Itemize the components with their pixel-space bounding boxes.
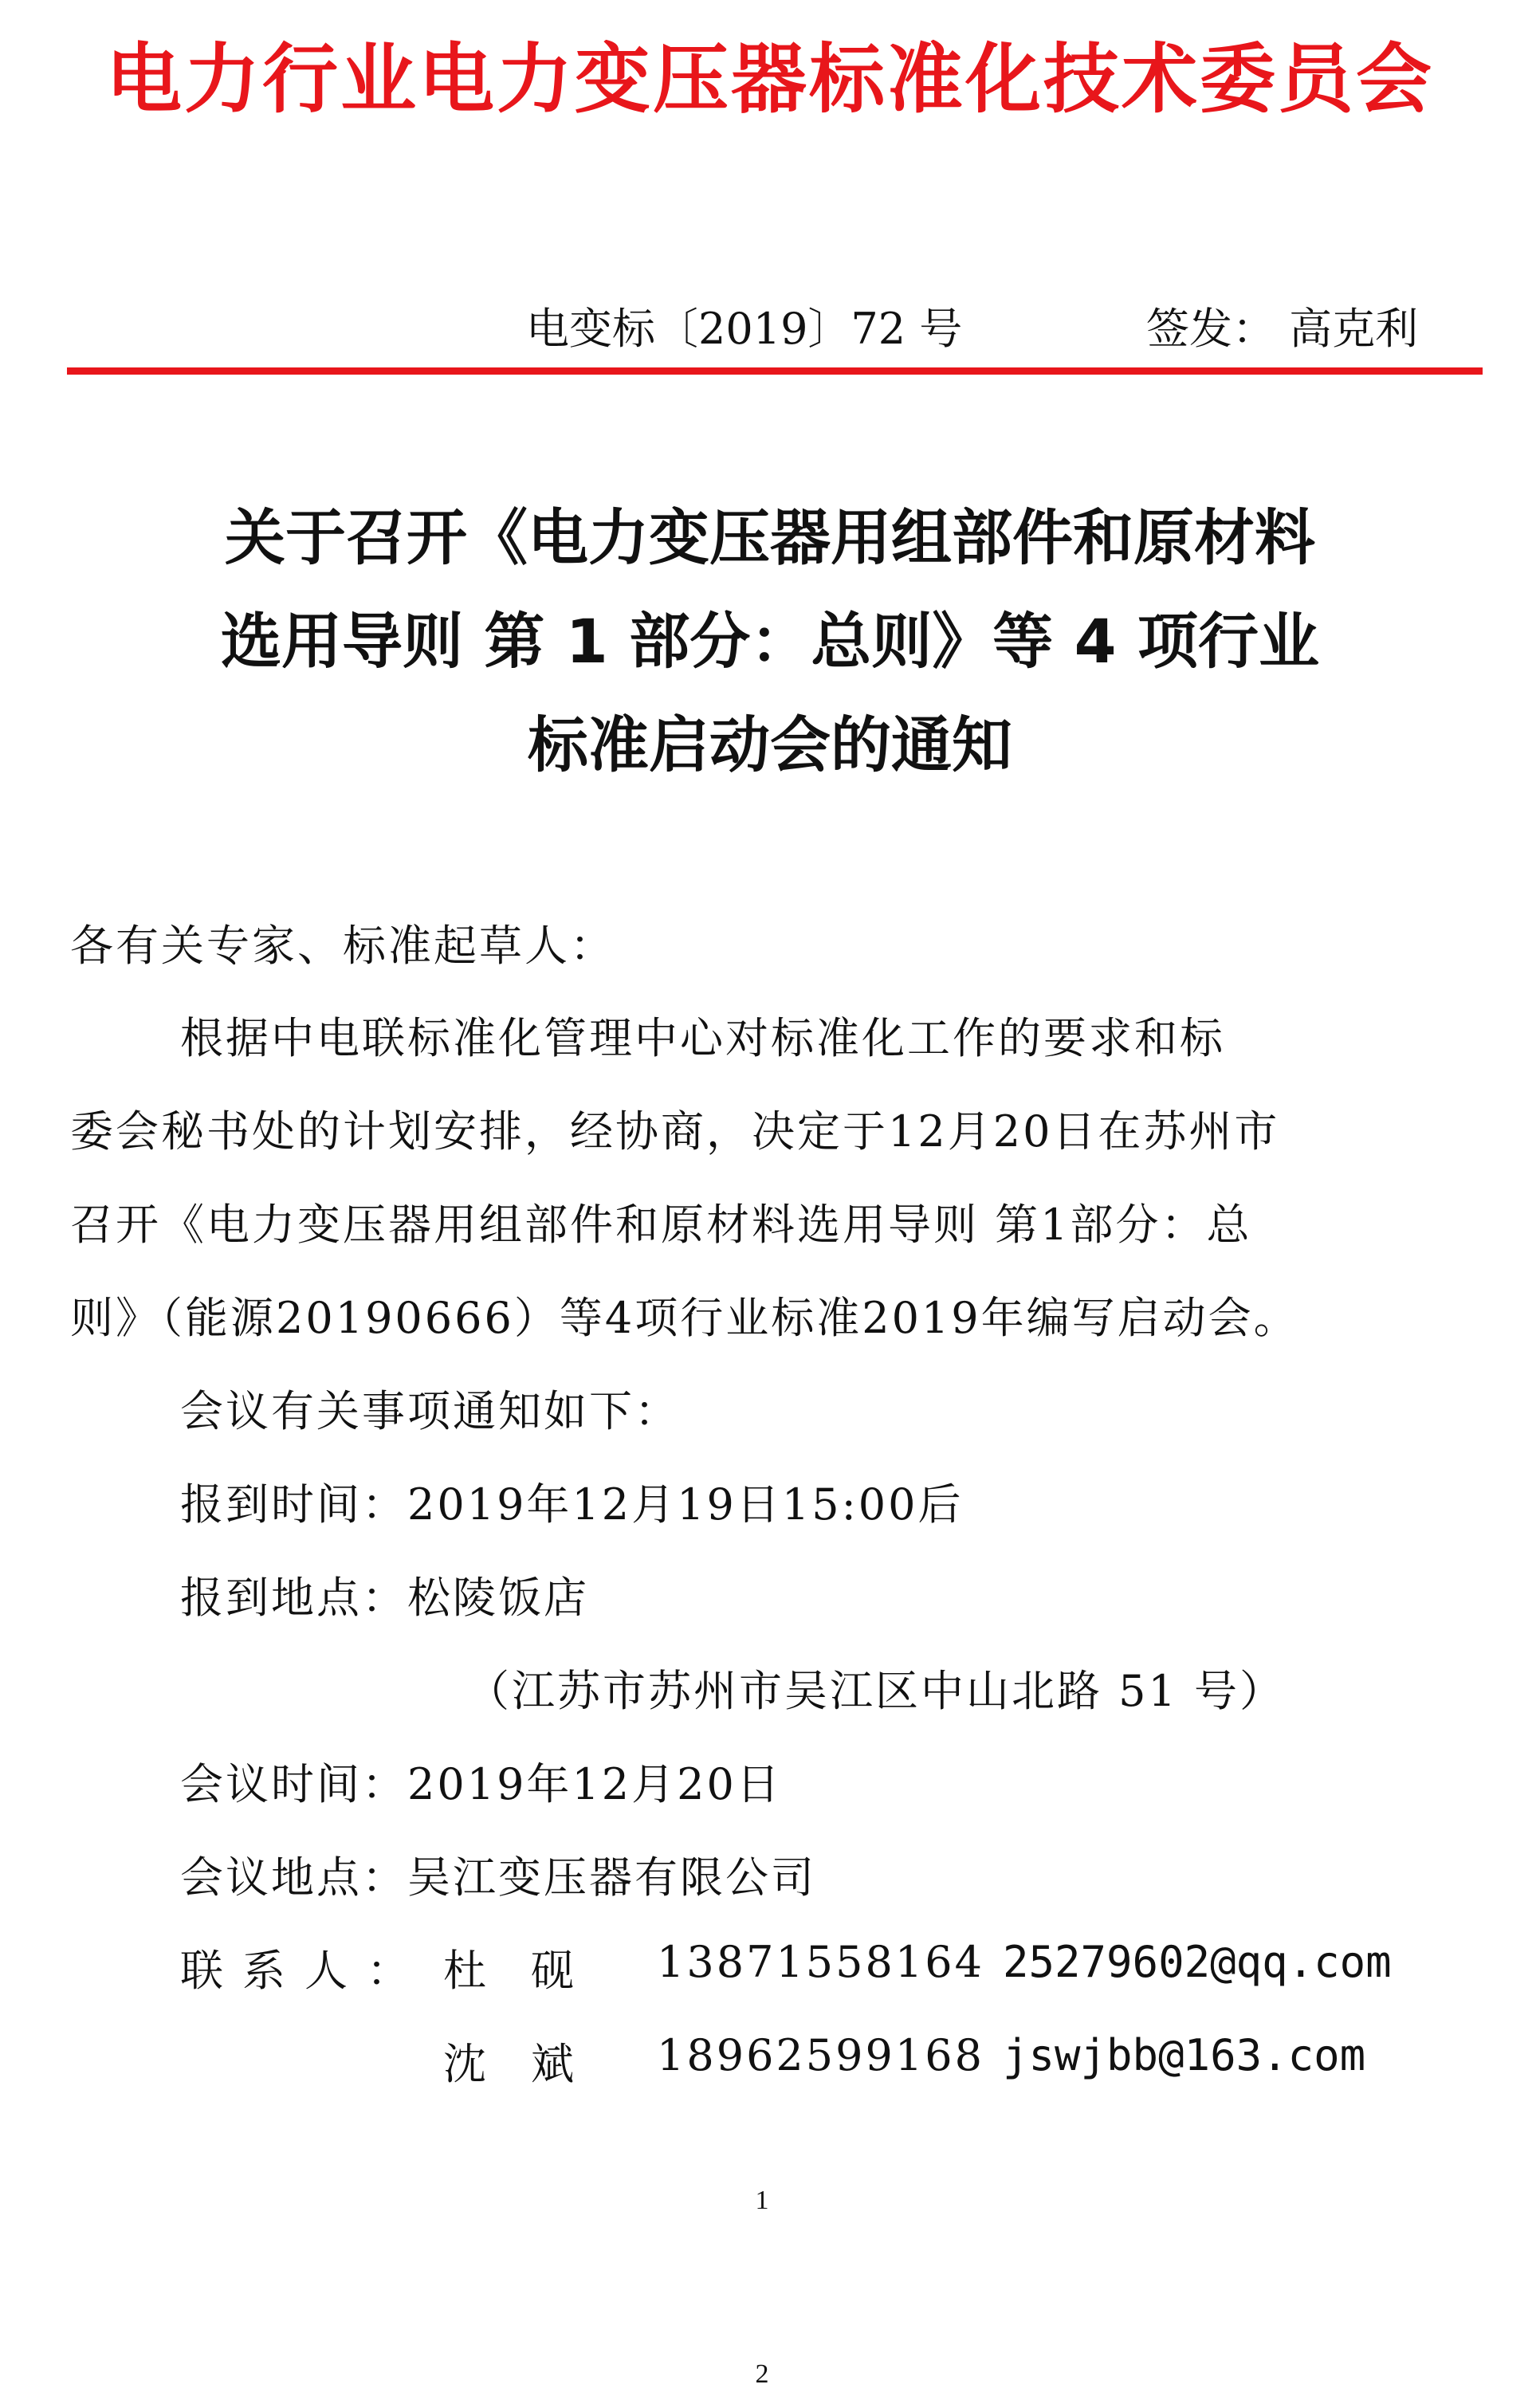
paragraph-line: 根据中电联标准化管理中心对标准化工作的要求和标 bbox=[180, 1013, 1225, 1063]
contact-name: 沈斌 bbox=[443, 2039, 619, 2089]
page-number: 2 bbox=[755, 2359, 769, 2389]
title-line: 选用导则 第 1 部分：总则》等 4 项行业 bbox=[220, 606, 1320, 677]
document-number: 电变标〔2019〕72 号 bbox=[526, 304, 963, 354]
contact-phone: 18962599168 bbox=[657, 2030, 984, 2080]
intro-line: 会议有关事项通知如下： bbox=[180, 1386, 680, 1436]
organization-header: 电力行业电力变压器标准化技术委员会 bbox=[105, 36, 1434, 124]
contact-name: 杜砚 bbox=[443, 1946, 619, 1996]
contact-phone: 13871558164 bbox=[657, 1937, 984, 1987]
registration-address: （江苏市苏州市吴江区中山北路 51 号） bbox=[466, 1666, 1286, 1716]
paragraph-line: 召开《电力变压器用组部件和原材料选用导则 第1部分：总 bbox=[70, 1200, 1252, 1250]
title-line: 标准启动会的通知 bbox=[528, 709, 1012, 780]
notice-title bbox=[0, 486, 1540, 797]
contact-email: jswjbb@163.com bbox=[1003, 2030, 1366, 2080]
registration-place: 报到地点：松陵饭店 bbox=[180, 1573, 589, 1623]
page-number: 1 bbox=[755, 2186, 769, 2215]
contact-label: 联系人： bbox=[180, 1946, 429, 1996]
meeting-place: 会议地点：吴江变压器有限公司 bbox=[180, 1852, 816, 1903]
salutation: 各有关专家、标准起草人： bbox=[70, 921, 615, 971]
paragraph-line: 委会秘书处的计划安排，经协商，决定于12月20日在苏州市 bbox=[70, 1106, 1280, 1157]
meeting-time: 会议时间：2019年12月20日 bbox=[180, 1759, 782, 1809]
title-line: 关于召开《电力变压器用组部件和原材料 bbox=[225, 502, 1315, 573]
red-divider-rule bbox=[67, 367, 1483, 375]
signer: 签发： 高克利 bbox=[1146, 304, 1419, 354]
paragraph-line: 则》（能源20190666）等4项行业标准2019年编写启动会。 bbox=[70, 1293, 1299, 1343]
contact-email: 25279602@qq.com bbox=[1003, 1937, 1392, 1987]
registration-time: 报到时间：2019年12月19日15:00后 bbox=[180, 1479, 964, 1530]
